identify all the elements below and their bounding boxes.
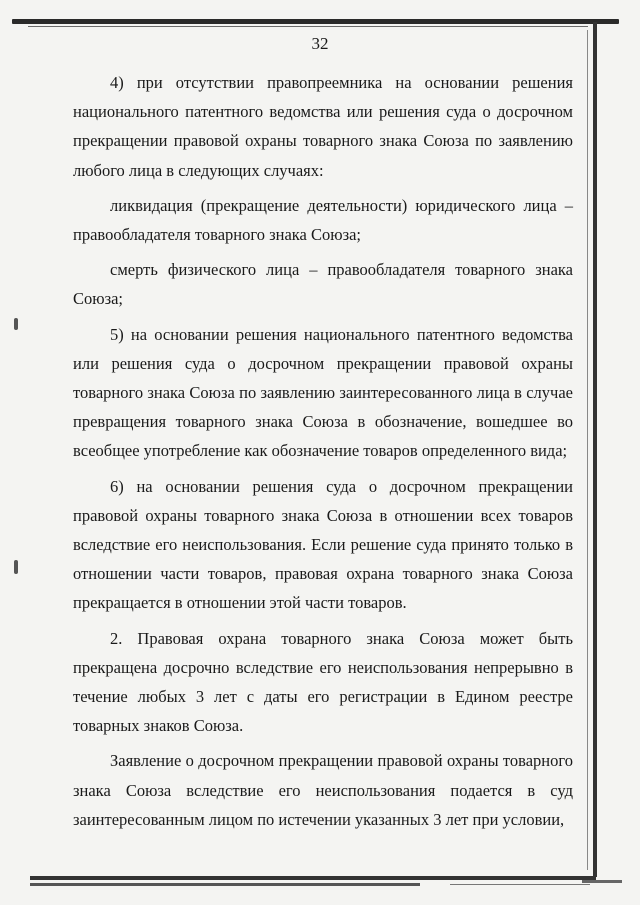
- paragraph: 6) на основании решения суда о досрочном прекращении правовой охраны товарного знака Союза в отношении всех товаров вследствие его неиспользования. Если решение суда принято только в отношении части товаров, правовая охрана товарного знака Союза прекращается в отношении этой части товаров.: [73, 476, 573, 613]
- paragraph: смерть физического лица – правообладателя товарного знака Союза;: [73, 260, 573, 309]
- frame-top-border: [12, 19, 619, 24]
- paragraph: 4) при отсутствии правопреемника на основании решения национального патентного ведомства или решения суда о досрочном прекращении правовой охраны товарного знака Союза по заявлению любого лица в следующих случаях:: [73, 73, 573, 180]
- frame-right-border: [593, 22, 597, 877]
- frame-bottom-border: [30, 876, 596, 880]
- frame-right-inner-line: [587, 30, 588, 870]
- document-text: [73, 68, 573, 834]
- frame-top-inner-line: [28, 26, 588, 27]
- frame-bottom-right-stub: [582, 880, 622, 883]
- paragraph: 2. Правовая охрана товарного знака Союза может быть прекращена досрочно вследствие его неиспользования непрерывно в течение любых 3 лет с даты его регистрации в Едином реестре товарных знаков Союза.: [73, 628, 573, 736]
- page-number: 32: [311, 34, 329, 53]
- binding-mark: [14, 560, 18, 574]
- paragraph: ликвидация (прекращение деятельности) юридического лица – правообладателя товарного знака Союза;: [73, 195, 573, 245]
- paragraph: Заявление о досрочном прекращении правовой охраны товарного знака Союза вследствие его неиспользования подается в суд заинтересованным лицом по истечении указанных 3 лет при условии,: [73, 751, 573, 829]
- binding-mark: [14, 318, 18, 330]
- frame-bottom-left-line: [30, 883, 420, 886]
- paragraph: 5) на основании решения национального патентного ведомства или решения суда о досрочном прекращении правовой охраны товарного знака Союза по заявлению заинтересованного лица в случае превращения товарного знака Союза в обозначение, вошедшее во всеобщее употребление как обозначение товаров определенного вида;: [73, 324, 573, 461]
- frame-bottom-right-line: [450, 884, 590, 885]
